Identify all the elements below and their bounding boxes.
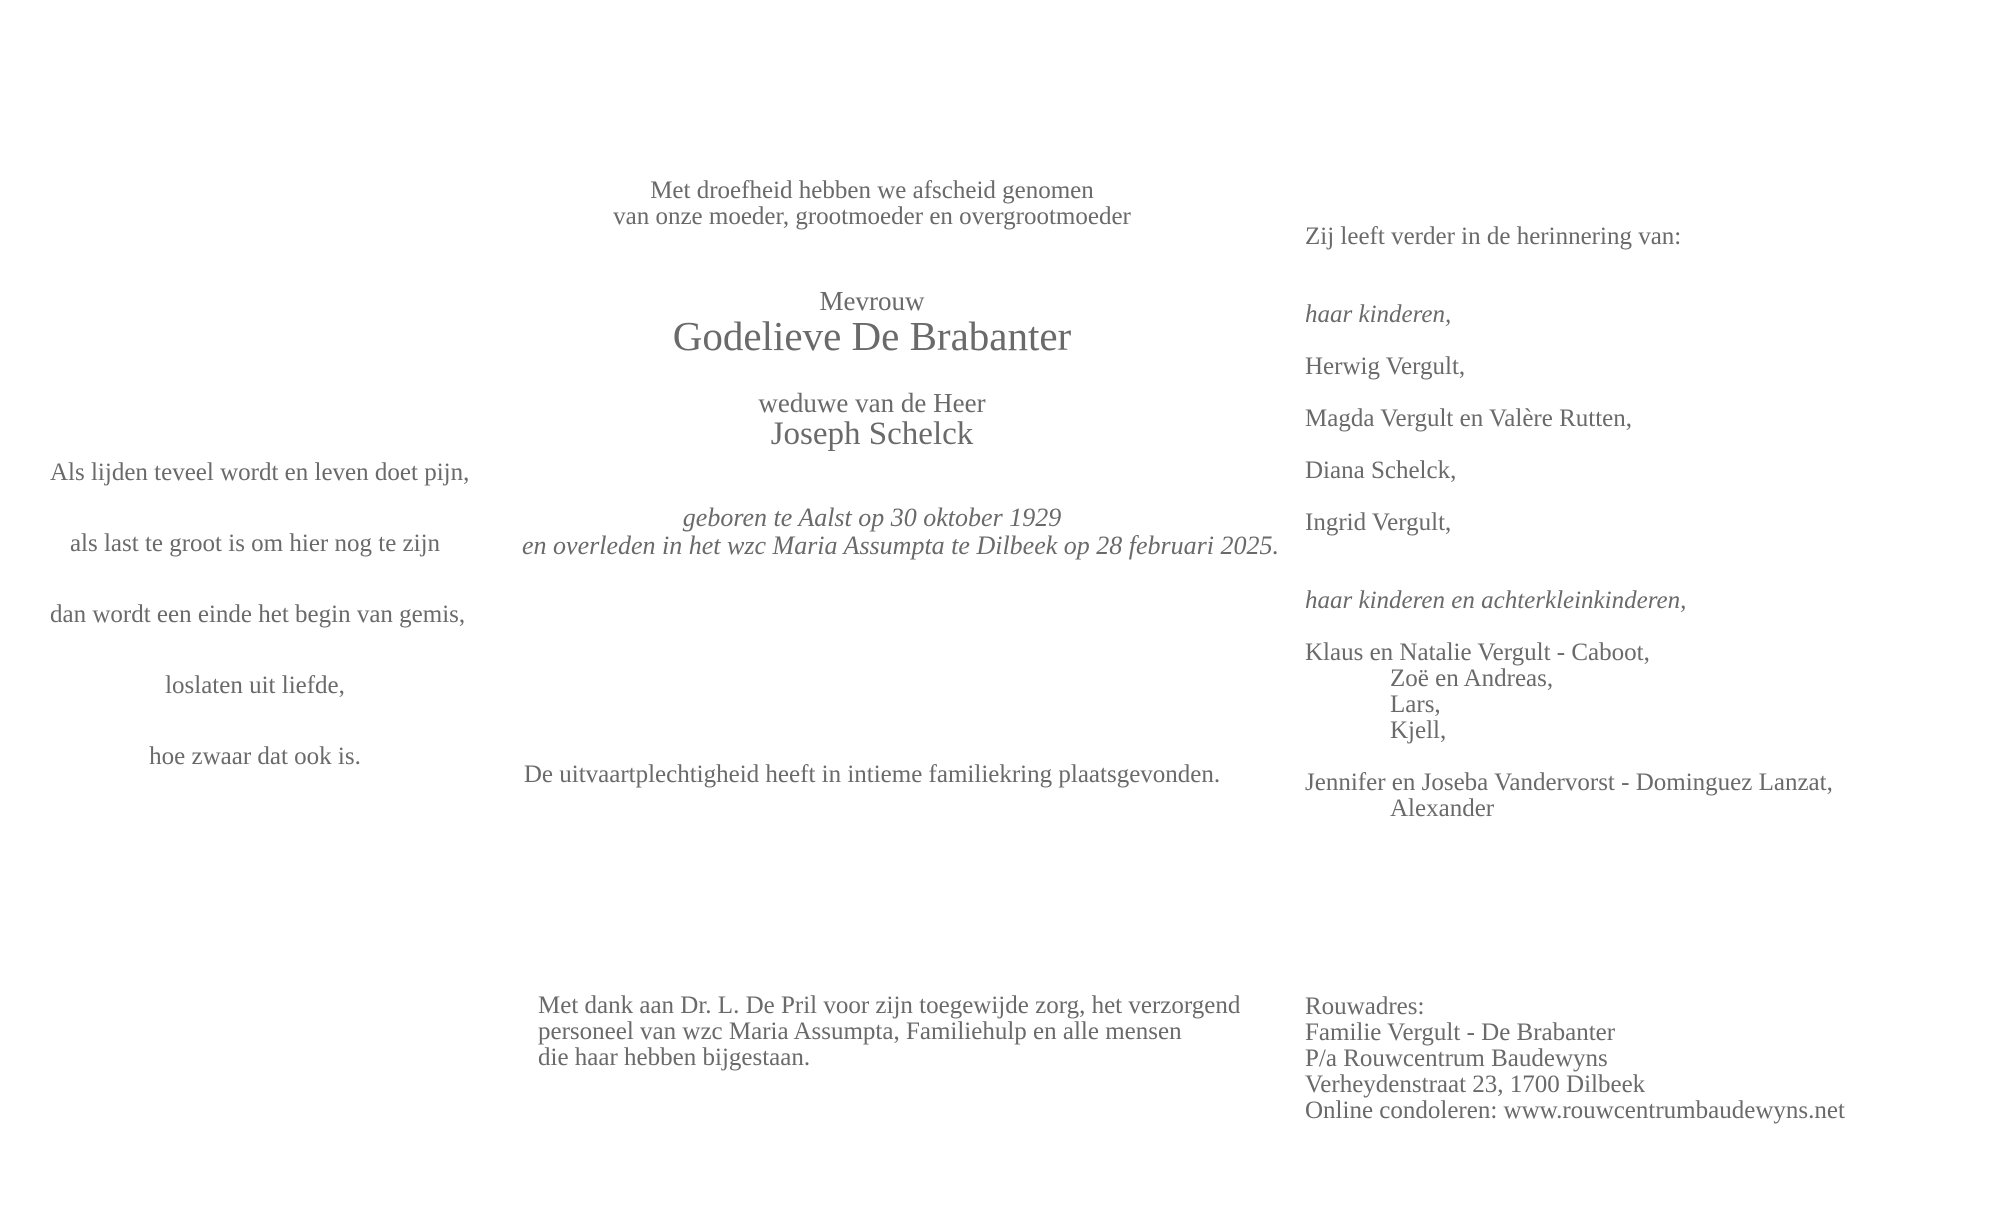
grandchild-name-4: Kjell, [1390,717,1447,744]
grandchild-name-1: Klaus en Natalie Vergult - Caboot, [1305,639,1650,666]
thanks-line-2: personeel van wzc Maria Assumpta, Familiehulp en alle mensen [538,1018,1182,1045]
child-name-2: Magda Vergult en Valère Rutten, [1305,405,1633,432]
mourning-address-line-3: Verheydenstraat 23, 1700 Dilbeek [1305,1071,1646,1098]
mourning-address-line-4: Online condoleren: www.rouwcentrumbaudewyns.net [1305,1097,1845,1124]
grandchild-name-3: Lars, [1390,691,1441,718]
salutation: Mevrouw [819,286,925,316]
widow-line: weduwe van de Heer [758,388,986,418]
poem-line-3: dan wordt een einde het begin van gemis, [50,601,466,628]
deceased-name: Godelieve De Brabanter [672,313,1072,359]
thanks-line-1: Met dank aan Dr. L. De Pril voor zijn toegewijde zorg, het verzorgend [538,992,1241,1019]
mourning-address-line-2: P/a Rouwcentrum Baudewyns [1305,1045,1608,1072]
intro-line-2: van onze moeder, grootmoeder en overgrootmoeder [613,203,1131,230]
mourning-address-label: Rouwadres: [1305,993,1425,1020]
mourning-address-line-1: Familie Vergult - De Brabanter [1305,1019,1616,1046]
child-name-3: Diana Schelck, [1305,457,1457,484]
child-name-4: Ingrid Vergult, [1305,509,1452,536]
birth-line: geboren te Aalst op 30 oktober 1929 [682,503,1062,532]
remembrance-heading: Zij leeft verder in de herinnering van: [1305,223,1682,250]
death-line: en overleden in het wzc Maria Assumpta te Dilbeek op 28 februari 2025. [522,531,1280,560]
spouse-name: Joseph Schelck [770,416,974,452]
children-label: haar kinderen, [1305,301,1452,328]
poem-line-2: als last te groot is om hier nog te zijn [69,530,441,557]
poem-line-5: hoe zwaar dat ook is. [149,743,361,770]
poem-line-4: loslaten uit liefde, [165,672,345,699]
grandchild-name-6: Alexander [1390,795,1495,822]
mourning-address [1305,994,1845,1124]
grandchild-name-5: Jennifer en Joseba Vandervorst - Dominguez Lanzat, [1305,769,1833,796]
thanks-line-3: die haar hebben bijgestaan. [538,1044,811,1071]
child-name-1: Herwig Vergult, [1305,353,1466,380]
intro-line-1: Met droefheid hebben we afscheid genomen [650,177,1094,204]
poem-column [50,459,470,815]
grandchildren-label: haar kinderen en achterkleinkinderen, [1305,587,1687,614]
ceremony-line: De uitvaartplechtigheid heeft in intieme familiekring plaatsgevonden. [523,761,1221,788]
grandchild-name-2: Zoë en Andreas, [1390,665,1554,692]
announcement-intro [522,178,1222,230]
poem-line-1: Als lijden teveel wordt en leven doet pijn, [50,459,470,486]
thanks-paragraph [538,992,1241,1071]
